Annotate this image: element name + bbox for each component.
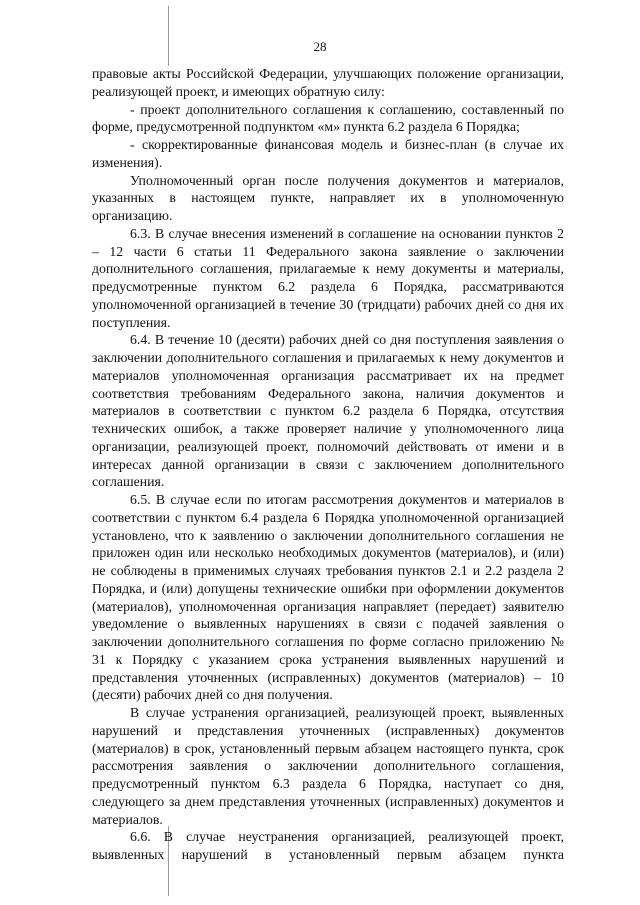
document-body — [92, 65, 564, 864]
paragraph-6-3: 6.3. В случае внесения изменений в соглашение на основании пунктов 2 – 12 части 6 статьи 11 Федерального закона заявление о заключении дополнительного соглашения, прилагаемые к нему документы и материалы, предусмотренные пунктом 6.2 раздела 6 Порядка, рассматриваются уполномоченной организацией в течение 30 (тридцати) рабочих дней со дня их поступления. — [92, 225, 564, 330]
paragraph-6-6: 6.6. В случае неустранения организацией, реализующей проект, выявленных нарушений в установленный первым абзацем пункта — [92, 829, 564, 862]
paragraph-6-5: 6.5. В случае если по итогам рассмотрения документов и материалов в соответствии с пунктом 6.4 раздела 6 Порядка уполномоченной организацией установлено, что к заявлению о заключении дополнительного соглашения не приложен один или несколько необходимых документов (материалов), и (или) не соблюдены в применимых случаях требования пунктов 2.1 и 2.2 раздела 2 Порядка, и (или) допущены технические ошибки при оформлении документов (материалов), уполномоченная организация направляет (передает) заявителю уведомление о выявленных нарушениях в связи с подачей заявления о заключении дополнительного соглашения по форме согласно приложению № 31 к Порядку с указанием срока устранения выявленных нарушений и представления уточненных (исправленных) документов (материалов) – 10 (десяти) рабочих дней со дня получения. — [92, 492, 564, 703]
paragraph-list-item-financial-model: - скорректированные финансовая модель и бизнес-план (в случае их изменения). — [92, 137, 564, 170]
paragraph-6-4: 6.4. В течение 10 (десяти) рабочих дней со дня поступления заявления о заключении дополнительного соглашения и прилагаемых к нему документов и материалов уполномоченная организация рассматривает их на предмет соответствия требованиям Федерального закона, наличия документов и материалов в соответствии с пунктом 6.2 раздела 6 Порядка, отсутствия технических ошибок, а также проверяет наличие у уполномоченного лица организации, реализующей проект, полномочий действовать от имени и в интересах данной организации в связи с заключением дополнительного соглашения. — [92, 332, 564, 490]
paragraph-authorized-body: Уполномоченный орган после получения документов и материалов, указанных в настоящем пункте, направляет их в уполномоченную организацию. — [92, 172, 564, 223]
page-number: 28 — [313, 39, 327, 54]
gutter-mark-top — [168, 6, 170, 66]
paragraph-6-5-remedy: В случае устранения организацией, реализующей проект, выявленных нарушений и представления уточненных (исправленных) документов (материалов) в срок, установленный первым абзацем настоящего пункта, срок рассмотрения заявления о заключении дополнительного соглашения, предусмотренный пунктом 6.3 раздела 6 Порядка, наступает со дня, следующего за днем представления уточненных (исправленных) документов и материалов. — [92, 705, 564, 827]
paragraph-continuation: правовые акты Российской Федерации, улучшающих положение организации, реализующей проект, и имеющих обратную силу: — [92, 66, 564, 99]
paragraph-list-item-draft-agreement: - проект дополнительного соглашения к соглашению, составленный по форме, предусмотренной подпунктом «м» пункта 6.2 раздела 6 Порядка; — [92, 101, 564, 135]
